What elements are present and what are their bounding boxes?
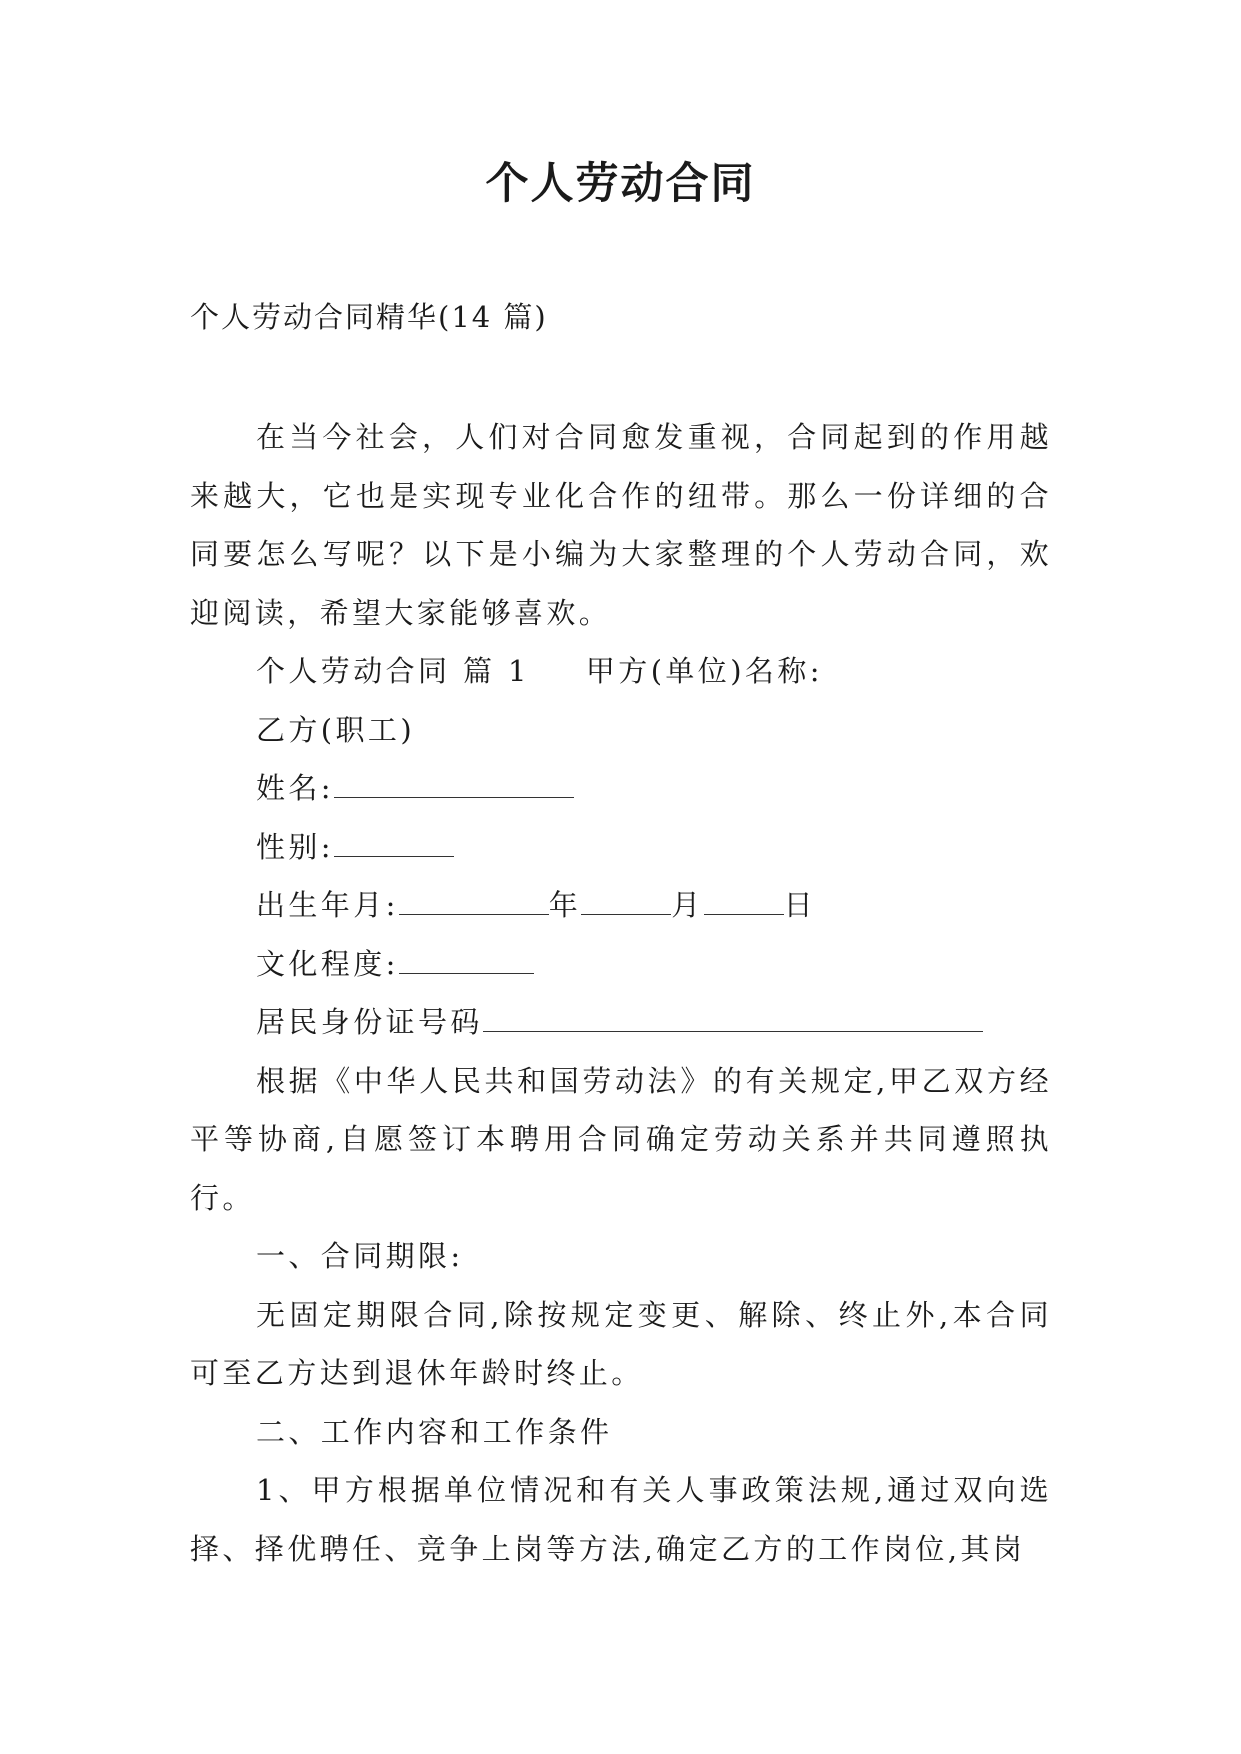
gender-blank (334, 834, 454, 857)
day-label: 日 (783, 888, 816, 922)
document-subtitle: 个人劳动合同精华(14 篇) (190, 300, 548, 334)
birth-month-blank (581, 892, 671, 915)
document-title: 个人劳动合同 (485, 159, 756, 209)
term-heading: 一、合同期限: (256, 1239, 464, 1273)
birth-field (190, 876, 1052, 935)
id-number-field (190, 993, 1052, 1052)
document-body (190, 408, 1052, 1578)
year-label: 年 (548, 888, 582, 922)
id-number-label: 居民身份证号码 (256, 1005, 483, 1039)
name-blank (334, 775, 574, 798)
section-heading: 个人劳动合同 篇 1 (256, 654, 530, 688)
name-field (190, 759, 1052, 818)
work-heading: 二、工作内容和工作条件 (256, 1414, 613, 1449)
gender-field (190, 818, 1052, 877)
education-label: 文化程度: (256, 946, 399, 981)
education-field (190, 935, 1052, 994)
intro-paragraph: 在当今社会，人们对合同愈发重视，合同起到的作用越来越大，它也是实现专业化合作的纽带。那么一份详细的合同要怎么写呢？以下是小编为大家整理的个人劳动合同，欢迎阅读，希望大家能够喜欢。 (190, 420, 1052, 630)
section-heading-line (190, 642, 1052, 701)
gender-label: 性别: (256, 829, 334, 864)
birth-day-blank (704, 892, 784, 915)
name-label: 姓名: (256, 771, 334, 805)
party-b-label: 乙方(职工) (256, 712, 416, 747)
term-paragraph: 无固定期限合同,除按规定变更、解除、终止外,本合同可至乙方达到退休年龄时终止。 (190, 1297, 1052, 1390)
education-blank (399, 951, 534, 974)
party-a-label: 甲方(单位)名称: (585, 654, 823, 688)
work-item-1: 1、甲方根据单位情况和有关人事政策法规,通过双向选择、择优聘任、竞争上岗等方法,确定乙方的工作岗位,其岗 (190, 1473, 1052, 1566)
birth-year-blank (399, 892, 549, 915)
birth-label: 出生年月: (256, 888, 399, 922)
id-number-blank (483, 1009, 983, 1032)
basis-paragraph: 根据《中华人民共和国劳动法》的有关规定,甲乙双方经平等协商,自愿签订本聘用合同确定劳动关系并共同遵照执行。 (190, 1063, 1052, 1215)
month-label: 月 (671, 888, 704, 922)
